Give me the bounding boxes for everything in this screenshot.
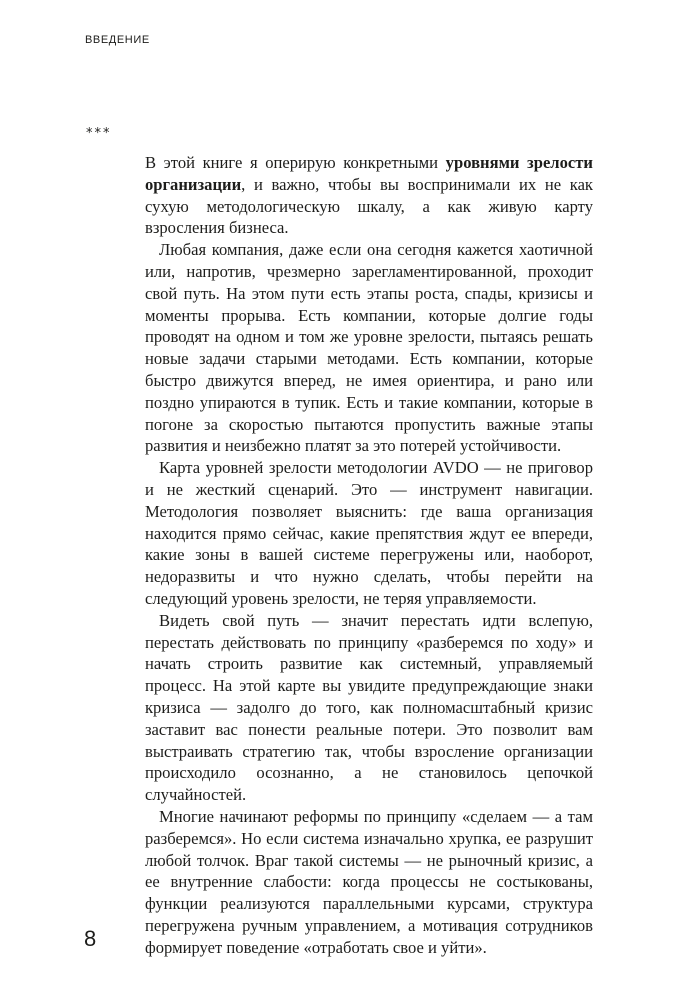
paragraph-3: Карта уровней зрелости методологии AVDO — не приговор и не жесткий сценарий. Это — инструмент навигации. Методология позволяет выяснить: где ваша организация находится прямо сейчас, какие препятствия ждут ее впереди, какие зоны в вашей системе перегружены или, наоборот, недоразвиты и что нужно сделать, чтобы перейти на следующий уровень зрелости, не теряя управляемости. bbox=[145, 458, 593, 608]
paragraph-4: Видеть свой путь — значит перестать идти вслепую, перестать действовать по принципу «разберемся по ходу» и начать строить развитие как системный, управляемый процесс. На этой карте вы увидите предупреждающие знаки кризиса — задолго до того, как полномасштабный кризис заставит вас понести реальные потери. Это позволит вам выстраивать стратегию так, чтобы взросление организации происходило осознанно, а не становилось цепочкой случайностей. bbox=[145, 610, 593, 805]
paragraph-2: Любая компания, даже если она сегодня кажется хаотичной или, напротив, чрезмерно зарегламентированной, проходит свой путь. На этом пути есть этапы роста, спады, кризисы и моменты прорыва. Есть компании, которые долгие годы проводят на одном и том же уровне зрелости, пытаясь решать новые задачи старыми методами. Есть компании, которые быстро движутся вперед, не имея ориентира, и рано или поздно упираются в тупик. Есть и такие компании, которые в погоне за скоростью пытаются пропустить важные этапы развития и неизбежно платят за это потерей устойчивости. bbox=[145, 240, 593, 456]
paragraph-1-intro: В этой книге я оперирую конкретными bbox=[145, 153, 446, 172]
paragraph-1-bold-term: уровнями зрелости организации bbox=[145, 153, 593, 194]
page-number: 8 bbox=[84, 926, 97, 951]
paragraph-5: Многие начинают реформы по принципу «сделаем — а там разберемся». Но если система изначально хрупка, ее разрушит любой толчок. Враг такой системы — не рыночный кризис, а ее внутренние слабости: когда процессы не состыкованы, функции реализуются параллельными курсами, структура перегружена ручным управлением, а мотивация сотрудников формирует поведение «отработать свое и уйти». bbox=[145, 806, 593, 957]
paragraph-1 bbox=[145, 152, 593, 239]
running-head: ВВЕДЕНИЕ bbox=[85, 34, 150, 46]
section-break-ornament: *** bbox=[86, 126, 112, 141]
paragraph-1-rest: , и важно, чтобы вы воспринимали их не как сухую методологическую шкалу, а как живую карту взросления бизнеса. bbox=[145, 174, 593, 238]
body-text bbox=[145, 152, 593, 958]
